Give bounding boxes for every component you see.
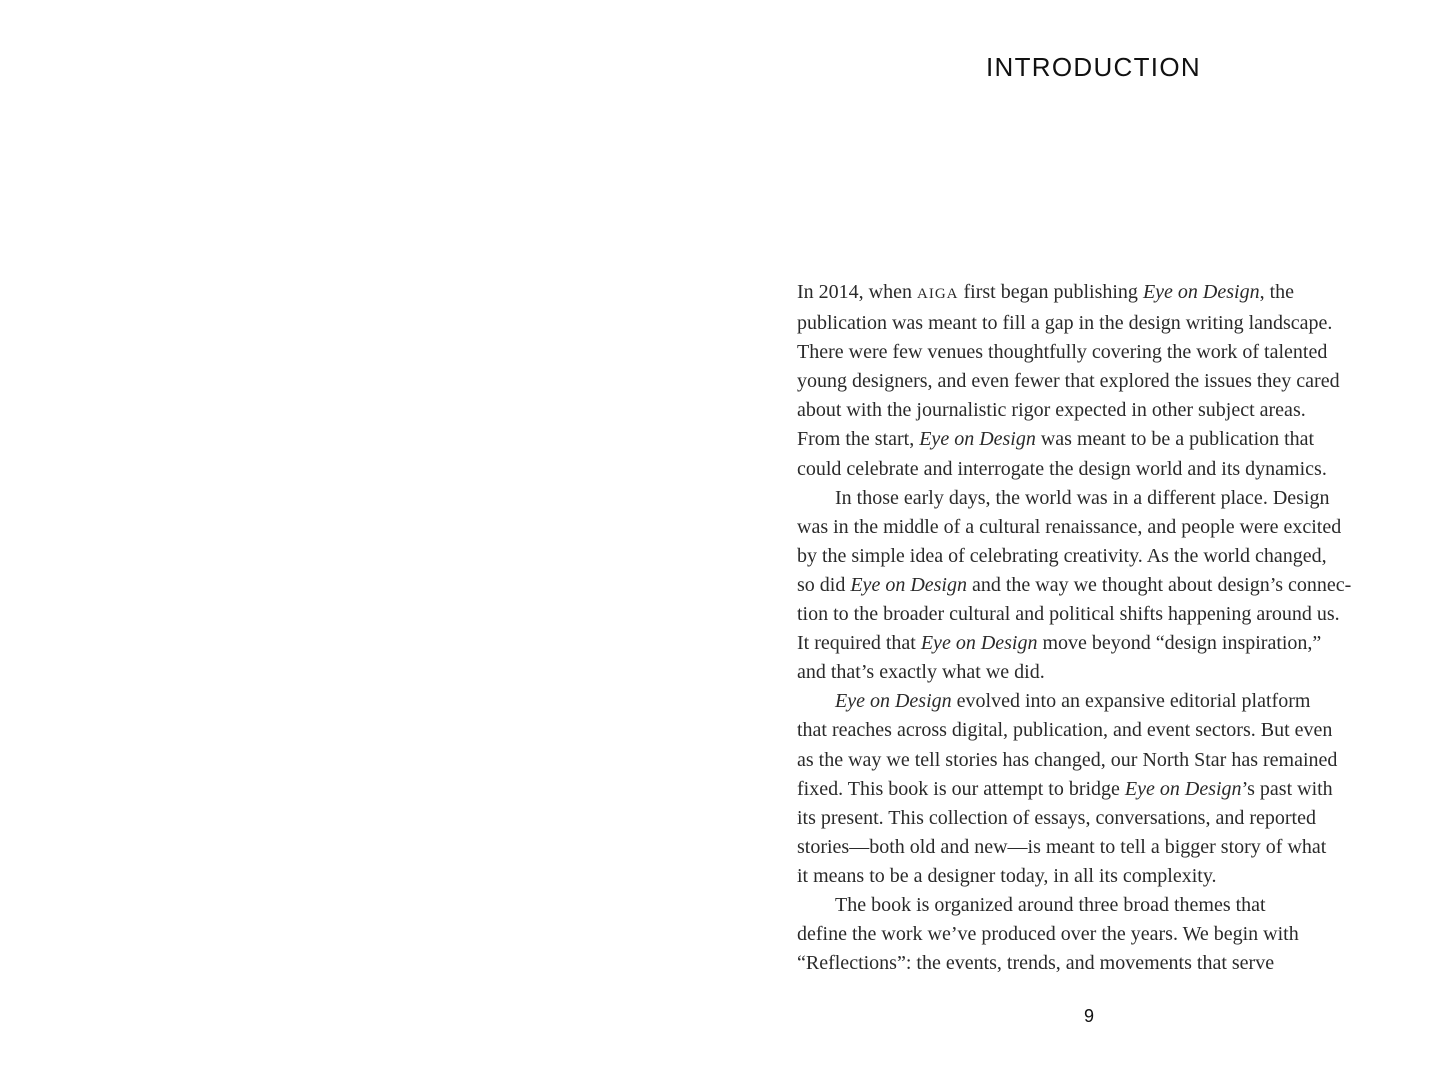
text-line: it means to be a designer today, in all its complexity. [797,864,1217,887]
text-line: The book is organized around three broad themes that [835,893,1266,916]
page-number: 9 [1083,1006,1094,1026]
publication-title: Eye on Design [835,690,952,713]
text-line: as the way we tell stories has changed, our North Star has remained [797,748,1338,771]
text-line: young designers, and even fewer that explored the issues they cared [797,370,1340,393]
text-line: There were few venues thoughtfully covering the work of talented [797,341,1328,364]
right-page [722,0,1445,1082]
text-line: Eye on Design evolved into an expansive editorial platform [835,690,1311,713]
text-line: tion to the broader cultural and political shifts happening around us. [797,603,1340,626]
text-line: In those early days, the world was in a different place. Design [835,486,1330,509]
text-line: its present. This collection of essays, conversations, and reported [797,806,1316,829]
publication-title: Eye on Design [1142,281,1260,303]
text-line: by the simple idea of celebrating creativity. As the world changed, [797,544,1327,567]
publication-title: Eye on Design [919,428,1036,451]
text-line: fixed. This book is our attempt to bridge Eye on Design’s past with [797,777,1333,800]
text-line: stories—both old and new—is meant to tell a bigger story of what [797,835,1327,858]
text-line: could celebrate and interrogate the design world and its dynamics. [797,457,1327,480]
text-line: define the work we’ve produced over the years. We begin with [797,923,1299,946]
text-line: From the start, Eye on Design was meant to be a publication that [797,428,1315,451]
publication-title: Eye on Design [920,632,1038,655]
introduction-body [797,278,1397,978]
text-line: about with the journalistic rigor expected in other subject areas. [797,399,1306,422]
publication-title: Eye on Design [1124,777,1242,800]
text-line: “Reflections”: the events, trends, and movements that serve [797,952,1275,975]
text-line: so did Eye on Design and the way we thought about design’s connec- [797,573,1352,596]
publication-title: Eye on Design [850,573,967,596]
left-page-blank [0,0,722,1082]
text-line: and that’s exactly what we did. [797,661,1045,684]
text-line: It required that Eye on Design move beyond “design inspiration,” [797,632,1322,655]
text-line: In 2014, when AIGA first began publishing Eye on Design, the [797,281,1295,303]
aiga-acronym: AIGA [917,286,959,302]
text-line: was in the middle of a cultural renaissance, and people were excited [797,515,1342,538]
text-line: publication was meant to fill a gap in the design writing landscape. [797,312,1333,335]
chapter-title: INTRODUCTION [986,52,1201,82]
text-line: that reaches across digital, publication, and event sectors. But even [797,719,1333,742]
